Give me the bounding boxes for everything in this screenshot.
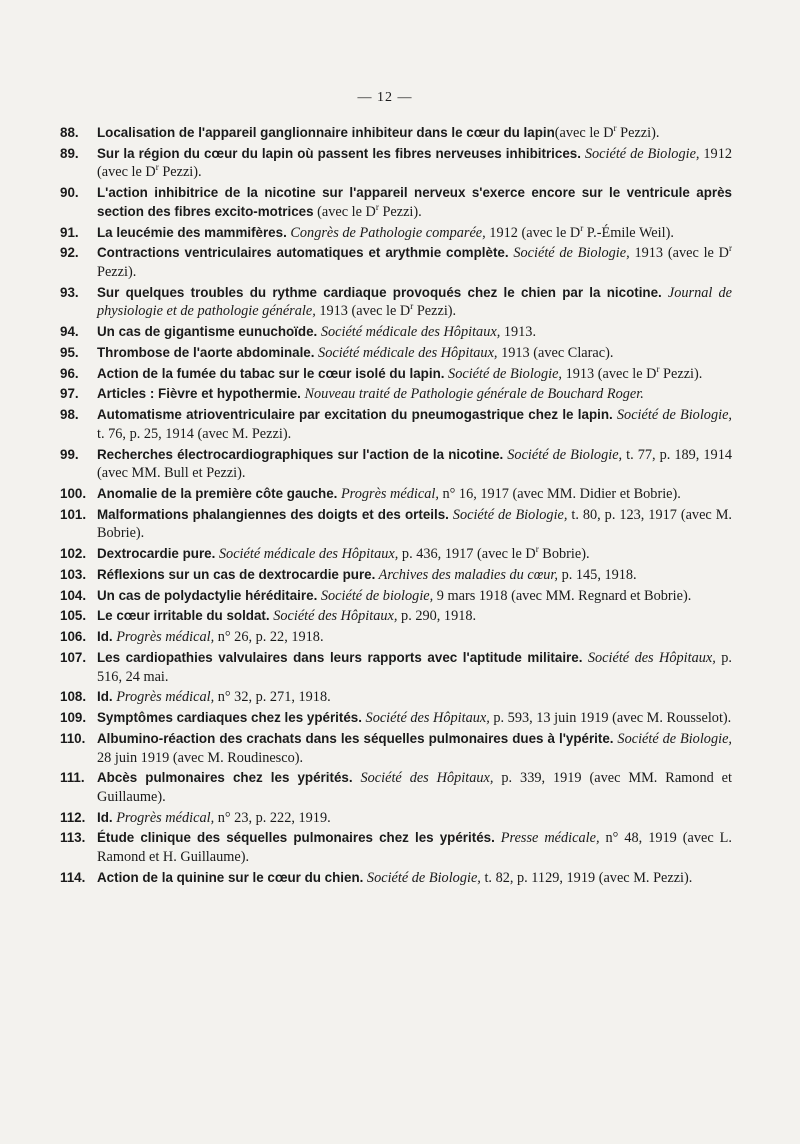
entry-details: n° 32, p. 271, 1918. (214, 689, 331, 706)
entry-superscript: r (375, 201, 379, 212)
entry-number: 102. (60, 546, 87, 562)
bibliography-entry (60, 566, 732, 585)
bibliography-entry (60, 709, 732, 728)
entry-title: Albumino-réaction des crachats dans les séquelles pulmonaires dues à l'ypérite. (97, 730, 614, 746)
entry-superscript: r (656, 363, 660, 374)
entry-superscript: r (580, 222, 584, 233)
entry-number: 108. (60, 689, 87, 705)
entry-details: t. 80, p. 123, 1917 (avec M. Bobrie). (97, 506, 732, 542)
entry-title: Un cas de polydactylie héréditaire. (97, 587, 318, 603)
entry-venue: Archives des maladies du cœur, (375, 566, 558, 583)
entry-number: 113. (60, 830, 86, 846)
entry-details: p. 593, 13 juin 1919 (avec M. Rousselot). (489, 710, 732, 727)
entry-details-tail: Pezzi). (378, 203, 422, 220)
entry-details: n° 23, p. 222, 1919. (214, 809, 331, 826)
entry-title: Sur la région du cœur du lapin où passent les fibres nerveuses inhibitrices. (97, 145, 581, 161)
entry-venue: Société de Biologie, (508, 245, 630, 262)
entry-number: 88. (60, 125, 79, 140)
entry-superscript: r (613, 123, 617, 134)
entry-number: 97. (60, 386, 79, 402)
entry-details-tail: Pezzi). (158, 164, 202, 181)
bibliography-entry (60, 244, 732, 281)
entry-title: Réflexions sur un cas de dextrocardie pure. (97, 566, 376, 582)
entry-number: 109. (60, 710, 87, 726)
entry-details: p. 436, 1917 (avec le D (398, 546, 536, 563)
entry-number: 98. (60, 407, 79, 423)
entry-number: 104. (60, 587, 87, 603)
entry-title: L'action inhibitrice de la nicotine sur l'appareil nerveux s'exerce encore sur le ventricule après section des fibres excito-motrices (97, 185, 732, 219)
entry-details: 1912 (avec le D (485, 224, 581, 241)
bibliography-entry (60, 688, 732, 707)
bibliography-entry (60, 365, 732, 384)
entry-number: 90. (60, 185, 79, 201)
entry-superscript: r (535, 544, 539, 555)
entry-title: Anomalie de la première côte gauche. (97, 485, 338, 501)
bibliography-entry (60, 406, 732, 443)
entry-details: n° 48, 1919 (avec L. Ramond et H. Guillaume). (97, 830, 732, 866)
entry-title: Id. (97, 689, 113, 705)
entry-title: Id. (97, 629, 113, 645)
entry-title: Abcès pulmonaires chez les ypérités. (97, 770, 353, 786)
entry-title: Un cas de gigantisme eunuchoïde. (97, 324, 318, 340)
bibliography-entry (60, 587, 732, 606)
entry-number: 92. (60, 245, 79, 261)
entry-venue: Société de Biologie, (503, 446, 623, 463)
entry-number: 93. (60, 284, 79, 300)
entry-details: 1913. (500, 324, 537, 341)
entry-details: 1913 (avec le D (315, 303, 411, 320)
entry-title: Dextrocardie pure. (97, 546, 216, 562)
bibliography-entry (60, 284, 732, 321)
entry-venue: Société des Hôpitaux, (361, 710, 490, 727)
entry-venue: Congrès de Pathologie comparée, (286, 224, 486, 241)
entry-number: 94. (60, 324, 79, 340)
entry-superscript: r (729, 243, 732, 254)
entry-title: La leucémie des mammifères. (97, 224, 287, 240)
bibliography-entry (60, 545, 732, 564)
bibliography-entry (60, 869, 732, 888)
entry-title: Les cardiopathies valvulaires dans leurs rapports avec l'aptitude militaire. (97, 650, 583, 665)
entry-title: Articles : Fièvre et hypothermie. (97, 386, 301, 402)
entry-details: p. 516, 24 mai. (97, 650, 732, 685)
entry-number: 99. (60, 446, 79, 462)
entry-venue: Société des Hôpitaux, (269, 608, 398, 625)
entry-venue: Société médicale des Hôpitaux, (215, 546, 399, 563)
entry-title: Malformations phalangiennes des doigts et des orteils. (97, 506, 449, 522)
entry-details-tail: Pezzi). (413, 303, 457, 320)
entry-number: 95. (60, 344, 79, 360)
entry-details: 9 mars 1918 (avec MM. Regnard et Bobrie). (433, 587, 692, 604)
entry-venue: Progrès médical, (112, 809, 215, 826)
entry-venue: Société de Biologie, (613, 730, 732, 747)
bibliography-entry (60, 769, 732, 806)
entry-number: 100. (60, 485, 87, 501)
entry-details: (avec le D (313, 203, 376, 220)
entry-details: 1912 (avec le D (97, 145, 732, 181)
entry-venue: Progrès médical, (112, 629, 215, 646)
entry-number: 103. (60, 566, 87, 582)
entry-title: Id. (97, 809, 113, 825)
entry-details: 1913 (avec Clarac). (497, 344, 614, 361)
page-number: — 12 — (357, 90, 413, 105)
entry-number: 111. (60, 770, 85, 786)
entry-title: Contractions ventriculaires automatiques et arythmie complète. (97, 245, 509, 261)
bibliography-entry (60, 184, 732, 221)
entry-title: Localisation de l'appareil ganglionnaire inhibiteur dans le cœur du lapin (97, 125, 555, 140)
entry-venue: Progrès médical, (112, 689, 215, 706)
bibliography-entry (60, 385, 732, 404)
entry-details-tail: P.-Émile Weil). (583, 224, 674, 241)
bibliography-entry (60, 485, 732, 504)
entry-details: 1913 (avec le D (629, 245, 729, 262)
entry-number: 112. (60, 809, 86, 825)
entry-venue: Société de Biologie, (580, 145, 700, 162)
entry-details: 28 juin 1919 (avec M. Roudinesco). (97, 749, 304, 766)
entry-details-tail: Pezzi). (616, 125, 660, 141)
entry-number: 107. (60, 650, 87, 665)
entry-title: Thrombose de l'aorte abdominale. (97, 344, 315, 360)
entry-title: Automatisme atrioventriculaire par excitation du pneumogastrique chez le lapin. (97, 407, 613, 423)
entry-title: Sur quelques troubles du rythme cardiaque provoqués chez le chien par la nicotine. (97, 284, 662, 300)
entry-venue: Société de Biologie, (363, 869, 481, 886)
entry-details: n° 16, 1917 (avec MM. Didier et Bobrie). (438, 485, 681, 502)
entry-title: Le cœur irritable du soldat. (97, 608, 270, 624)
entry-details-tail: Bobrie). (538, 546, 590, 563)
bibliography-entry (60, 344, 732, 363)
entry-superscript: r (155, 162, 159, 173)
bibliography-entry (60, 446, 732, 483)
entry-title: Recherches électrocardiographiques sur l'action de la nicotine. (97, 446, 504, 462)
entry-superscript: r (410, 301, 414, 312)
bibliography-entry (60, 607, 732, 626)
entry-venue: Progrès médical, (337, 485, 439, 502)
entry-details-tail: Pezzi). (97, 263, 137, 280)
entry-details: t. 76, p. 25, 1914 (avec M. Pezzi). (97, 425, 292, 442)
entry-venue: Société médicale des Hôpitaux, (317, 324, 501, 341)
entry-details: p. 290, 1918. (397, 608, 477, 625)
entry-details-tail: Pezzi). (659, 365, 703, 382)
entry-number: 89. (60, 145, 79, 161)
entry-number: 110. (60, 730, 86, 746)
entry-number: 105. (60, 608, 87, 624)
bibliography-entry (60, 224, 732, 243)
entry-details: n° 26, p. 22, 1918. (214, 629, 324, 646)
entry-venue: Nouveau traité de Pathologie générale de Bouchard Roger. (300, 386, 644, 403)
entry-details: p. 145, 1918. (558, 566, 637, 583)
entry-venue: Société de Biologie, (612, 407, 732, 424)
entry-venue: Société de biologie, (317, 587, 434, 604)
bibliography-entry (60, 628, 732, 647)
entry-details: t. 82, p. 1129, 1919 (avec M. Pezzi). (480, 869, 693, 886)
entry-venue: Presse médicale, (494, 830, 600, 847)
bibliography-entry (60, 124, 732, 143)
entry-venue: Journal de physiologie et de pathologie générale, (97, 284, 732, 320)
entry-number: 114. (60, 869, 86, 885)
entry-venue: Société de Biologie, (448, 506, 568, 523)
entry-venue: Société des Hôpitaux, (582, 650, 716, 666)
bibliography-entry (60, 145, 732, 182)
entry-number: 96. (60, 365, 79, 381)
bibliography-entry (60, 506, 732, 543)
entry-venue: Société des Hôpitaux, (352, 770, 494, 787)
entry-title: Action de la fumée du tabac sur le cœur isolé du lapin. (97, 365, 445, 381)
bibliography-entry (60, 730, 732, 767)
bibliography-list (60, 124, 732, 890)
entry-number: 91. (60, 224, 79, 240)
entry-venue: Société de Biologie, (444, 365, 562, 382)
entry-venue: Société médicale des Hôpitaux, (314, 344, 498, 361)
entry-title: Étude clinique des séquelles pulmonaires chez les ypérités. (97, 830, 495, 846)
bibliography-entry (60, 649, 732, 686)
bibliography-entry (60, 829, 732, 866)
bibliography-entry (60, 323, 732, 342)
entry-number: 101. (60, 506, 87, 522)
entry-details: 1913 (avec le D (562, 365, 657, 382)
bibliography-entry (60, 809, 732, 828)
entry-title: Symptômes cardiaques chez les ypérités. (97, 710, 362, 726)
entry-details: (avec le D (554, 125, 614, 141)
entry-details: t. 77, p. 189, 1914 (avec MM. Bull et Pezzi). (97, 446, 733, 482)
entry-title: Action de la quinine sur le cœur du chien. (97, 869, 364, 885)
entry-number: 106. (60, 629, 87, 645)
entry-details: p. 339, 1919 (avec MM. Ramond et Guillaume). (97, 770, 732, 805)
